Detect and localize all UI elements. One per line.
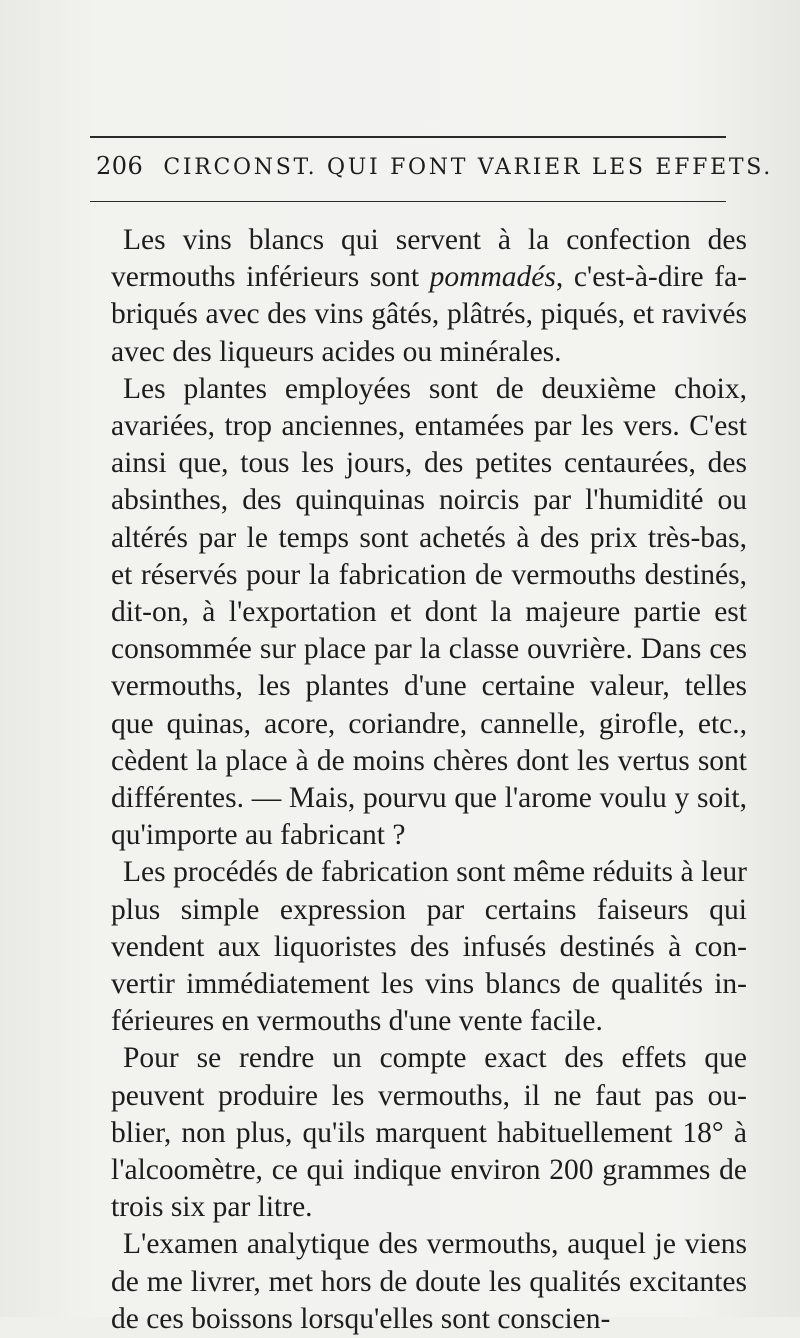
header-rule-top — [90, 136, 726, 138]
running-head — [90, 152, 773, 192]
running-head-title: CIRCONST. QUI FONT VARIER LES EFFETS. — [163, 155, 773, 180]
paragraph-1 — [111, 222, 747, 371]
paragraph-1-text-end: , c'est-à-dire fabriqués avec des vins gâtés, plâtrés, piqués, et ravivés avec des liqueurs acides ou minérales. — [111, 261, 747, 368]
paragraph-5: L'examen analytique des vermouths, auquel je viens de me livrer, met hors de doute les qualités excitantes de ces boissons lorsqu'elles sont conscien- — [111, 1228, 747, 1335]
paragraph-1-emphasis: pommadés — [429, 261, 556, 294]
paragraph-3: Les procédés de fabrication sont même réduits à leur plus simple expression par certains faiseurs qui vendent aux liquoristes des infusés destinés à convertir immédiatement les vins blancs de qualités inférieures en vermouths d'une vente facile. — [111, 856, 747, 1038]
paragraph-1-text: Les vins blancs qui servent à la confection des vermouths inférieurs sont — [111, 224, 747, 294]
body-text — [111, 222, 747, 1338]
page-number: 206 — [96, 152, 144, 180]
paragraph-2: Les plantes employées sont de deuxième choix, avariées, trop anciennes, entamées par les vers. C'est ainsi que, tous les jours, des petites centaurées, des absinthes, des quinquinas noircis par l'humidité ou altérés par le temps sont achetés à des prix très-bas, et réservés pour la fabrication de vermouths destinés, dit-on, à l'exportation et dont la majeure partie est consommée sur place par la classe ouvrière. Dans ces vermouths, les plantes d'une certaine valeur, telles que quinas, acore, coriandre, cannelle, girofle, etc., cèdent la place à de moins chères dont les vertus sont différentes. — Mais, pourvu que l'arome voulu y soit, qu'importe au fabricant ? — [111, 372, 747, 852]
header-rule-bottom — [90, 201, 726, 202]
paragraph-4: Pour se rendre un compte exact des effets que peuvent produire les vermouths, il ne faut pas oublier, non plus, qu'ils marquent habituellement 18° à l'alcoomètre, ce qui indique environ 200 grammes de trois six par litre. — [111, 1042, 747, 1224]
